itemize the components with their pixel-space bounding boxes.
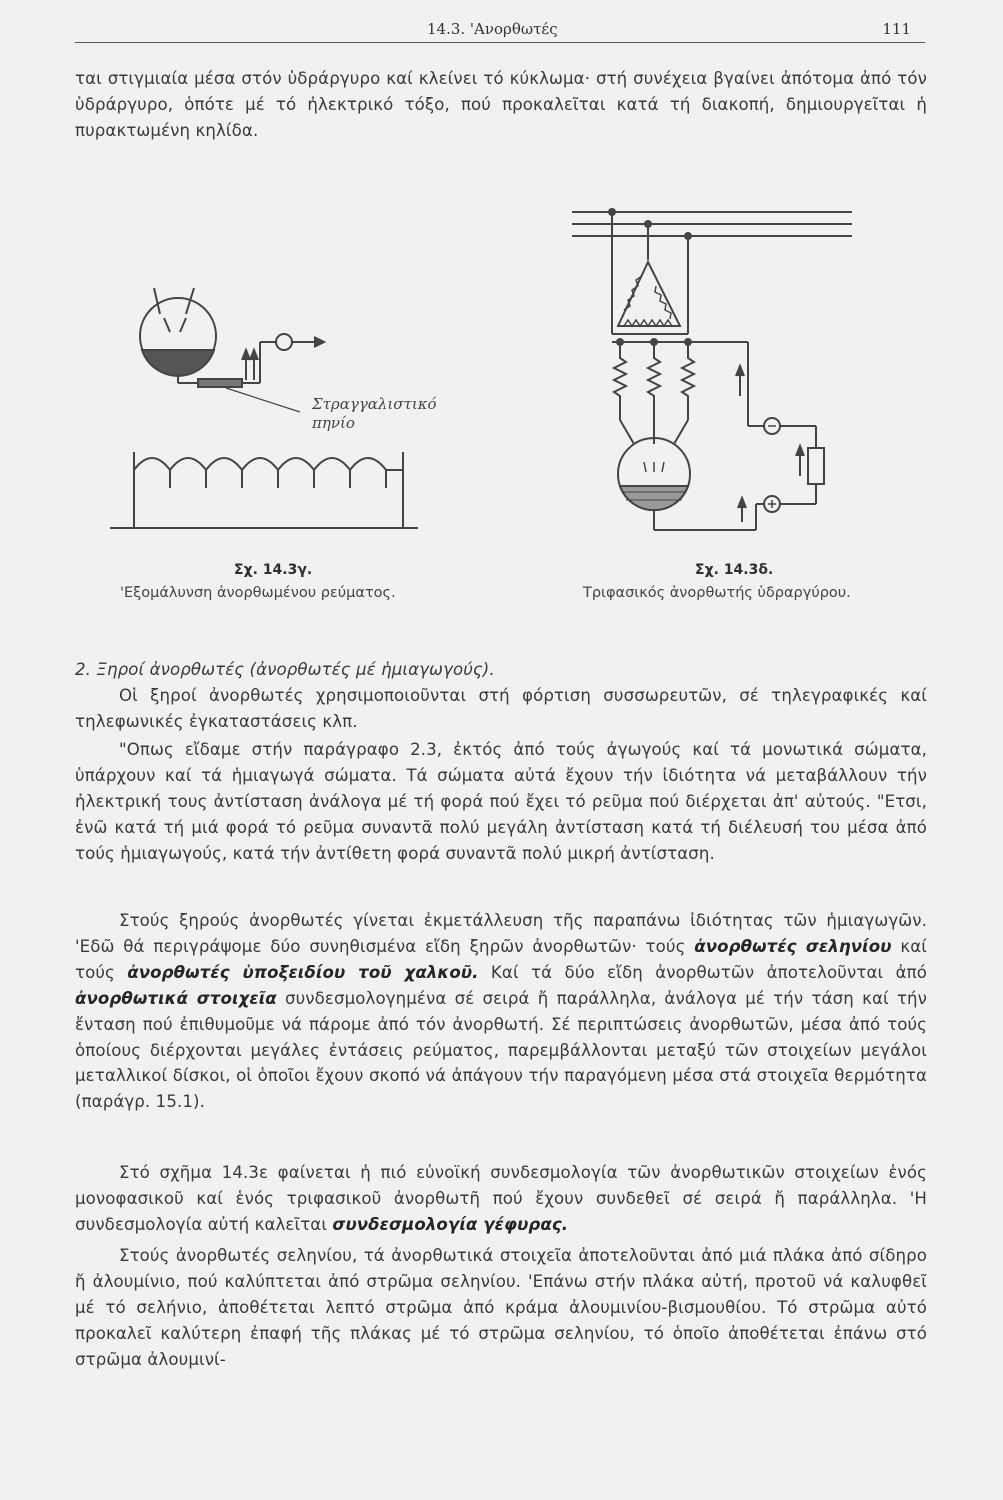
section-title: 14.3. 'Ανορθωτές (427, 20, 558, 38)
page-number: 111 (882, 20, 911, 38)
section-heading: 2. Ξηροί ἀνορθωτές (ἀνορθωτές μέ ἡμιαγωγούς). (75, 660, 495, 679)
choke-coil-label-line1: Στραγγαλιστικό (312, 395, 437, 413)
choke-coil-label (312, 395, 437, 433)
paragraph-1: Οἱ ξηροί ἀνορθωτές χρησιμοποιοῦνται στή φόρτιση συσσωρευτῶν, σέ τηλεγραφικές καί τηλεφωνικές ἐγκαταστάσεις κλπ. (75, 686, 927, 731)
figure-caption-number: Σχ. 14.3γ. (234, 562, 313, 578)
paragraph-3-text: καί τούς (75, 936, 927, 982)
load-resistor-icon (808, 448, 824, 484)
plus-terminal-icon (276, 334, 292, 350)
figure-caption-text: 'Εξομάλυνση ἀνορθωμένου ρεύματος. (120, 585, 396, 601)
paragraph-3-text: Καί τά δύο εἴδη ἀνορθωτῶν ἀποτελοῦνται ἀπό (478, 962, 927, 982)
term-bridge-connection: συνδεσμολογία γέφυρας. (332, 1214, 569, 1234)
choke-coil-label-line2: πηνίο (312, 414, 355, 432)
paragraph-4 (75, 1160, 927, 1238)
figure-caption-text: Τριφασικός ἀνορθωτής ὑδραργύρου. (583, 585, 851, 601)
paragraph-2: "Οπως εἴδαμε στήν παράγραφο 2.3, ἐκτός ἀπό τούς ἀγωγούς καί τά μονωτικά σώματα, ὑπάρχουν καί τά ἡμιαγωγά σώματα. Τά σώματα αὐτά ἔχουν τήν ἰδιότητα νά μεταβάλλουν τήν ἠλεκτρική τους ἀντίσταση ἀνάλογα μέ τή φορά πού ἔχει τό ρεῦμα πού διέρχεται ἀπ' αὐτούς. "Ετσι, ἐνῶ κατά τή μιά φορά τό ρεῦμα συναντᾶ πολύ μεγάλη ἀντίσταση κατά τή διέλευσή του μέσα ἀπό τούς ἡμιαγωγούς, κατά τήν ἀντίθετη φορά συναντᾶ πολύ μικρή ἀντίσταση. (75, 740, 927, 863)
smoothed-wave (134, 458, 403, 470)
paragraph-3-text: συνδεσμολογημένα σέ σειρά ἤ παράλληλα, ἀνάλογα μέ τήν τάση καί τήν ἔνταση πού ἐπιθυμοῦμε νά πάρομε ἀπό τόν ἀνορθωτή. Σέ περιπτώσεις ἀνορθωτῶν, μέσα ἀπό τούς ὁποίους διέρχονται μεγάλες ἐντάσεις ρεύματος, παρεμβάλλονται μεταξύ τῶν στοιχείων μεγάλοι μεταλλικοί δίσκοι, οἱ ὁποῖοι ἔχουν σκοπό νά ἀπάγουν τήν παραγόμενη μέσα στά στοιχεῖα θερμότητα (παράγρ. 15.1). (75, 988, 927, 1112)
paragraph-3 (75, 908, 927, 1115)
term-rectifier-elements: ἀνορθωτικά στοιχεῖα (75, 988, 277, 1008)
term-copper-oxide: ἀνορθωτές ὑποξειδίου τοῦ χαλκοῦ. (127, 962, 479, 982)
term-selenium: ἀνορθωτές σεληνίου (694, 936, 892, 956)
paragraph-3-text: Στούς ξηρούς ἀνορθωτές γίνεται ἐκμετάλλευση τῆς παραπάνω ἰδιότητας τῶν ἡμιαγωγῶν. 'Εδῶ θά περιγράψομε δύο συνηθισμένα εἴδη ξηρῶν ἀνορθωτῶν· τούς (75, 911, 927, 956)
choke-coil-icon (198, 379, 242, 387)
intro-paragraph: ται στιγμιαία μέσα στόν ὑδράργυρο καί κλείνει τό κύκλωμα· στή συνέχεια βγαίνει ἀπότομα ἀπό τόν ὑδράργυρο, ὁπότε μέ τό ἠλεκτρικό τόξο, πού προκαλεῖται κατά τή διακοπή, δημιουργεῖται ἡ πυρακτωμένη κηλίδα. (75, 69, 927, 140)
running-header (75, 18, 925, 43)
three-phase-rectifier-diagram (560, 200, 880, 550)
paragraph-4-text: Στό σχῆμα 14.3ε φαίνεται ἡ πιό εὐνοϊκή συνδεσμολογία τῶν ἀνορθωτικῶν στοιχείων ἑνός μονοφασικοῦ καί ἑνός τριφασικοῦ ἀνορθωτῆ πού ἔχουν συνδεθεῖ σέ σειρά ἤ παράλληλα. 'Η συνδεσμολογία αὐτή καλεῖται (75, 1163, 927, 1234)
paragraph-5: Στούς ἀνορθωτές σεληνίου, τά ἀνορθωτικά στοιχεῖα ἀποτελοῦνται ἀπό μιά πλάκα ἀπό σίδηρο ἤ ἀλουμίνιο, πού καλύπτεται ἀπό στρῶμα σεληνίου. 'Επάνω στήν πλάκα αὐτή, προτοῦ νά καλυφθεῖ μέ τό σελήνιο, ἀποθέτεται λεπτό στρῶμα ἀπό κράμα ἀλουμινίου-βισμουθίου. Τό στρῶμα αὐτό προκαλεῖ καλύτερη ἐπαφή τῆς πλάκας μέ τό στρῶμα σεληνίου, τό ὁποῖο ἀποθέτεται ἐπάνω στό στρῶμα ἀλουμινί- (75, 1246, 927, 1369)
figure-caption-number: Σχ. 14.3δ. (695, 562, 774, 578)
